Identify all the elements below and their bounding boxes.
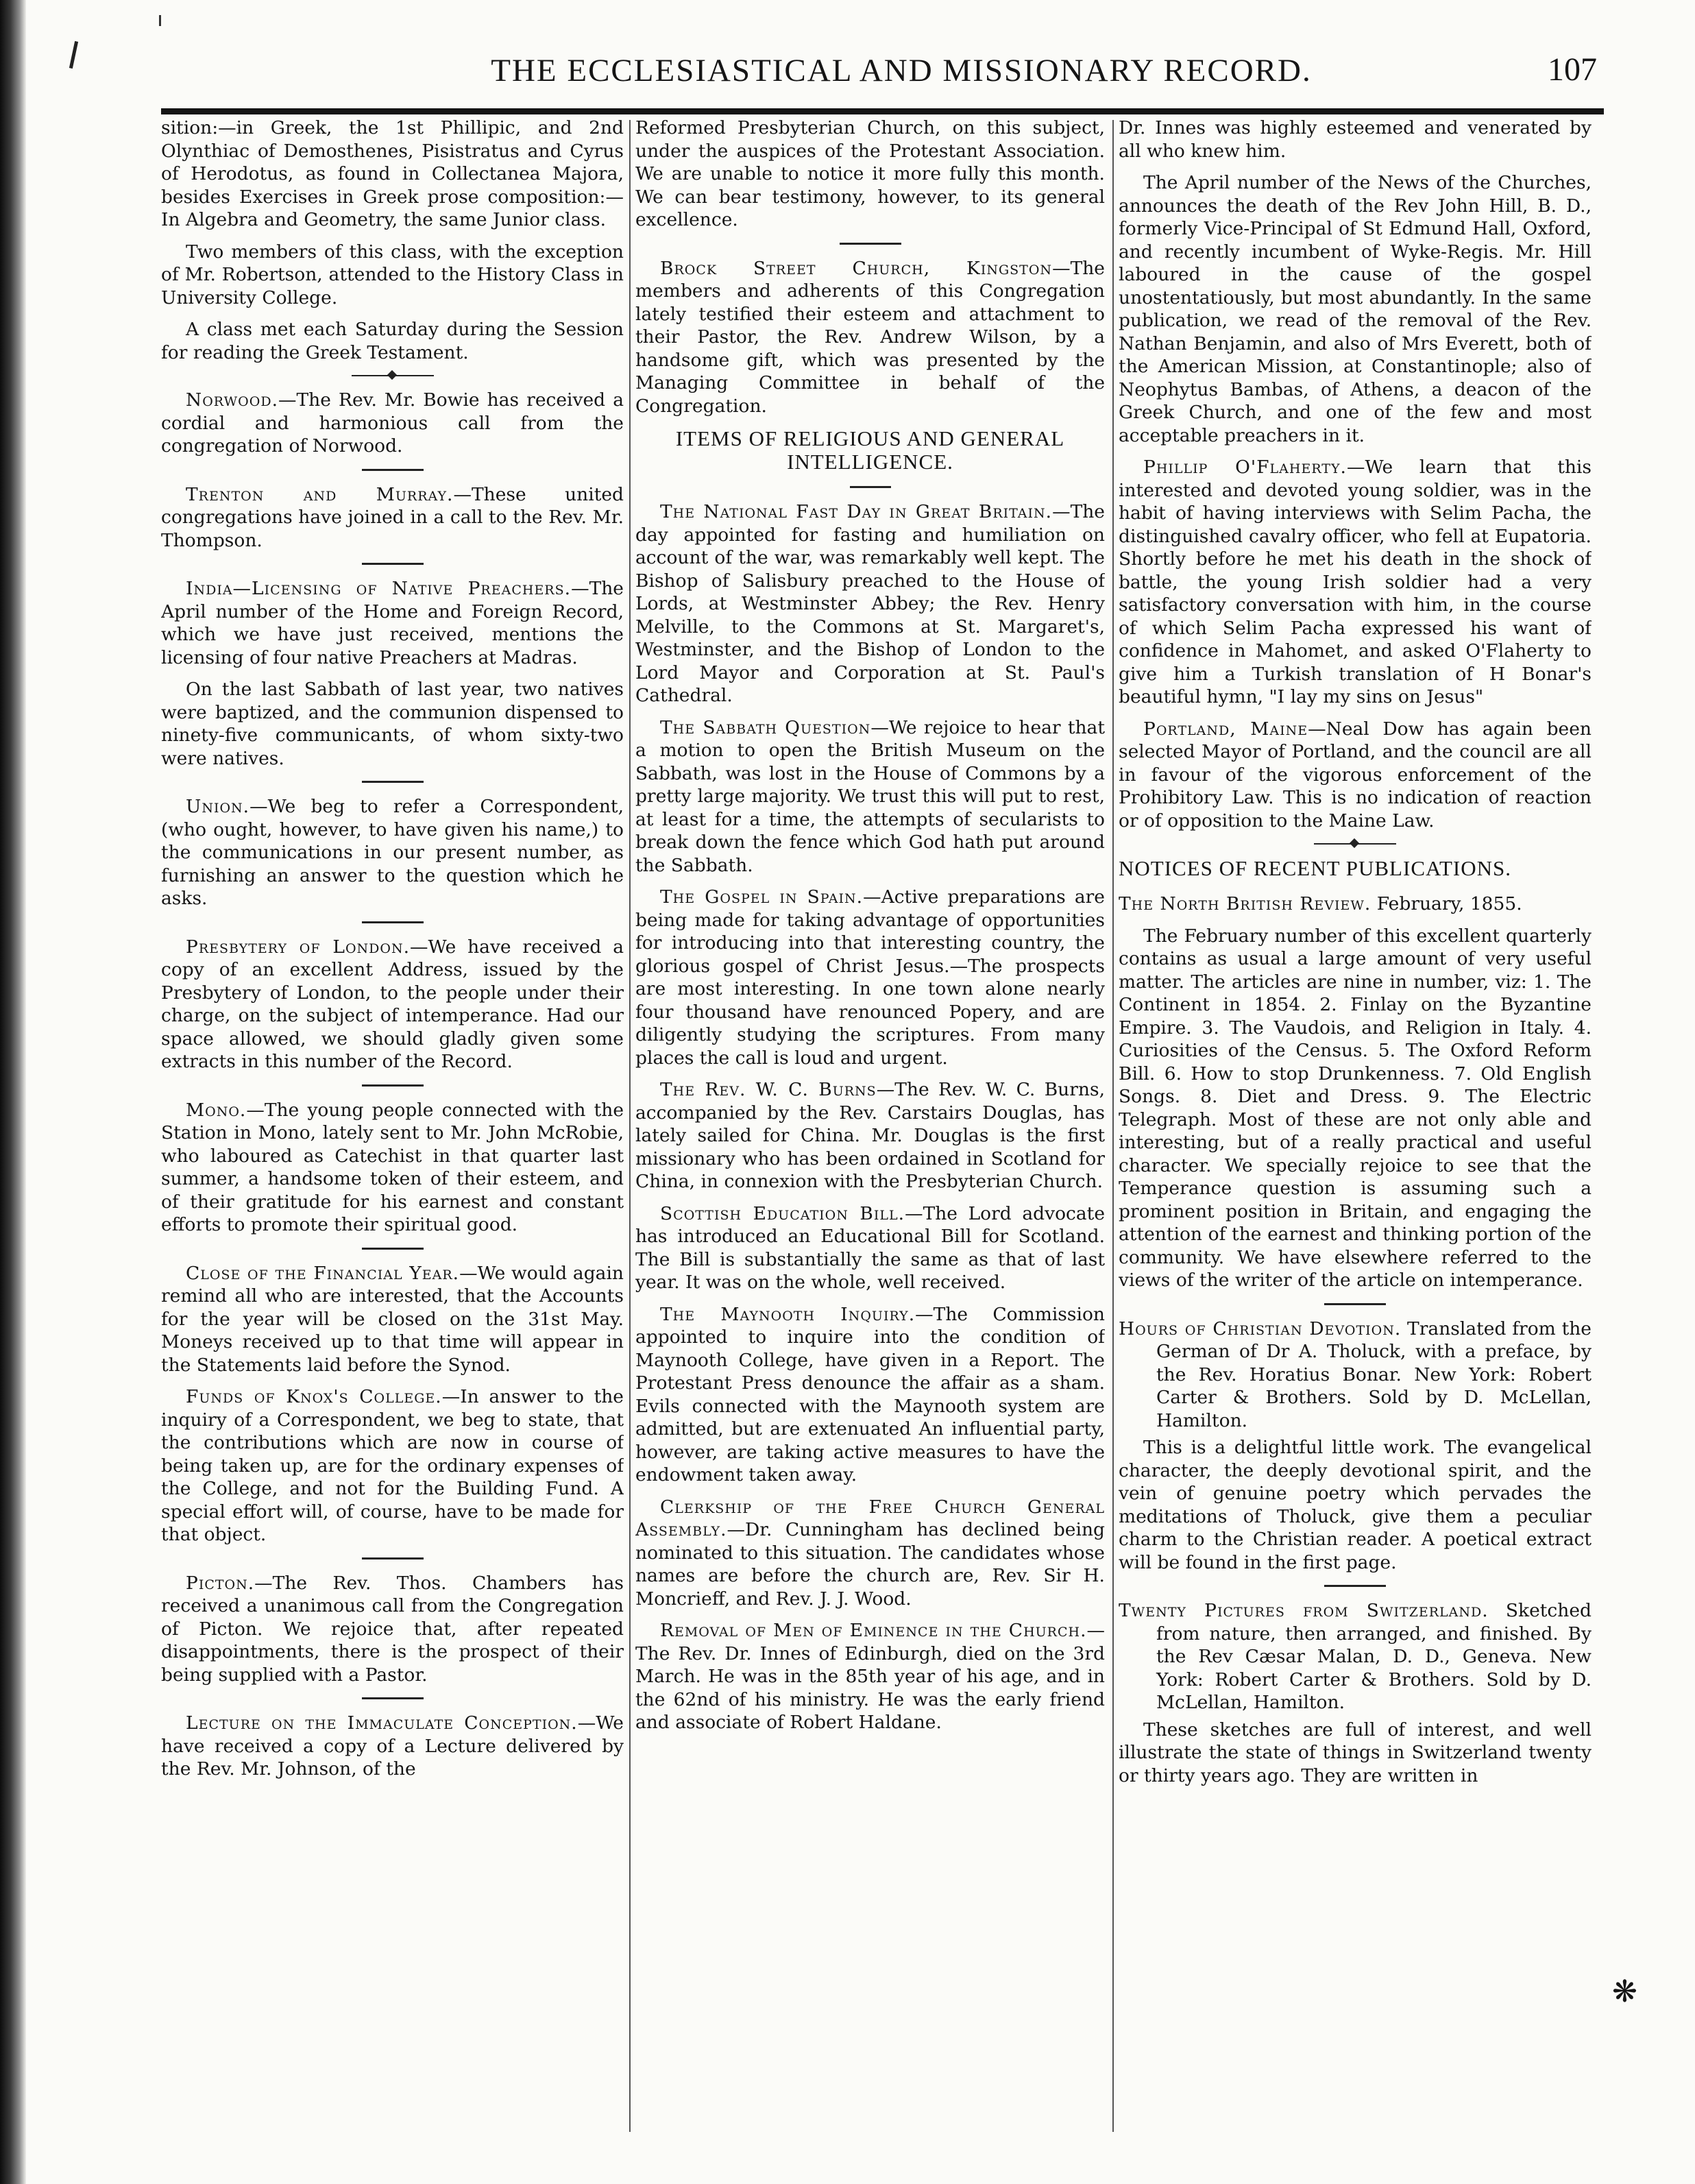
item-heading: The North British Review. [1119, 893, 1371, 914]
separator [362, 563, 424, 565]
running-title: THE ECCLESIASTICAL AND MISSIONARY RECORD. [491, 53, 1312, 88]
column-right [1119, 117, 1592, 2146]
item-heading: Hours of Christian Devotion. [1119, 1318, 1402, 1339]
item-body: —Neal Dow has again been selected Mayor of Portland, and the council are all in favour of the vigorous enforcement of the Prohibitory Law. This is no indication of reaction or of opposition to the Maine Law. [1119, 718, 1592, 832]
news-item-spain [635, 886, 1105, 1069]
item-body: —The Rev. W. C. Burns, accompanied by the Rev. Carstairs Douglas, has lately sailed for China. Mr. Douglas is the first missionary who has been ordained in Scotland for China, in connexion with the Presbyterian Church. [635, 1079, 1105, 1192]
item-heading: Brock Street Church, Kingston [660, 257, 1053, 279]
news-item-union [161, 795, 624, 910]
news-item-trenton [161, 483, 624, 553]
paragraph: Two members of this class, with the exception of Mr. Robertson, attended to the History Class in University College. [161, 241, 624, 308]
separator [1324, 1303, 1386, 1305]
column-left [161, 117, 624, 2146]
news-item-maynooth [635, 1303, 1105, 1487]
separator [1324, 1585, 1386, 1587]
item-heading: The Maynooth Inquiry. [660, 1303, 916, 1325]
news-item-removal [635, 1619, 1105, 1734]
news-item-presbytery [161, 936, 624, 1073]
news-item-portland [1119, 718, 1592, 833]
item-body: —The day appointed for fasting and humiliation on account of the war, was remarkably well kept. The Bishop of Salisbury preached to the House of Lords, at Westminster Abbey; the Rev. Henry Melville, to the Commons at St. Margaret's, Westminster, and the Bishop of London to the Lord Mayor and Corporation at St. Paul's Cathedral. [635, 501, 1105, 706]
news-item-clerkship [635, 1496, 1105, 1611]
news-item-india [161, 577, 624, 669]
scan-mark [159, 15, 161, 26]
page-number: 107 [1548, 51, 1597, 88]
item-heading: Portland, Maine [1143, 718, 1308, 740]
item-body: —The Commission appointed to inquire into the condition of Maynooth College, have given in a Report. The Protestant Press denounce the affair as a sham. Evils connected with the Maynooth system are admitted, but are extenuated An influential party, however, are taking active measures to have the endowment taken away. [635, 1303, 1105, 1485]
news-item-norwood [161, 389, 624, 458]
separator [352, 375, 434, 376]
item-body: —The Rev. Thos. Chambers has received a unanimous call from the Congregation of Picton. We rejoice that, after repeated disappointments, there is the prospect of their being supplied with a Pastor. [161, 1572, 624, 1686]
item-reference: Sketched from nature, then arranged, and finished. By the Rev Cæsar Malan, D. D., Geneva. New York: Robert Carter & Brothers. Sold by D. McLellan, Hamilton. [1156, 1600, 1592, 1713]
paragraph: The February number of this excellent quarterly contains as usual a large amount of very useful matter. The articles are nine in number, viz: 1. The Continent in 1854. 2. Finlay on the Byzantine Empire. 3. The Vaudois, and Religion in Italy. 4. Curiosities of the Census. 5. The Oxford Reform Bill. 6. How to stop Drunkenness. 7. Old English Songs. 8. Diet and Dress. 9. The Electric Telegraph. Most of these are not only able and interesting, but of a really practical and useful character. We specially rejoice to see that the Temperance question is assuming such a prominent position in Britain, and engaging the attention of the earnest and thinking portion of the community. We have elsewhere referred to the views of the writer of the article on intemperance. [1119, 925, 1592, 1291]
item-heading: Union. [186, 796, 250, 817]
item-heading: Trenton and Murray. [186, 483, 454, 505]
item-date: February, 1855. [1376, 893, 1522, 914]
item-heading: Removal of Men of Eminence in the Church. [660, 1620, 1087, 1641]
paragraph: These sketches are full of interest, and well illustrate the state of things in Switzerland twenty or thirty years ago. They are written in [1119, 1719, 1592, 1786]
item-body: —In answer to the inquiry of a Correspondent, we beg to state, that the contributions which are now in course of being taken up, are for the ordinary expenses of the College, and not for the Building Fund. A special effort will, of course, have to be made for that object. [161, 1386, 624, 1545]
item-body: —The April number of the Home and Foreign Record, which we have just received, mentions the licensing of four native Preachers at Madras. [161, 578, 624, 668]
paragraph: A class met each Saturday during the Session for reading the Greek Testament. [161, 319, 624, 363]
notice-twenty-pictures [1119, 1599, 1592, 1714]
item-heading: Clerkship of the Free Church General Assembly. [635, 1496, 1105, 1540]
item-heading: Close of the Financial Year. [186, 1262, 460, 1284]
header-rule [161, 108, 1604, 114]
news-item-burns [635, 1078, 1105, 1193]
notice-north-british-review [1119, 893, 1592, 916]
item-heading: The Gospel in Spain. [660, 886, 864, 908]
news-item-knox-college [161, 1385, 624, 1546]
news-item-financial-year [161, 1262, 624, 1377]
item-body: —We would again remind all who are interested, that the Accounts for the year will be closed on the 31st May. Moneys received up to that time will appear in the Statements laid before the Synod. [161, 1262, 624, 1376]
separator [362, 921, 424, 923]
item-body: —The young people connected with the Station in Mono, lately sent to Mr. John McRobie, who laboured as Catechist in that quarter last summer, a handsome token of their esteem, and of their gratitude for his earnest and constant efforts to promote their spiritual good. [161, 1099, 624, 1235]
item-heading: Phillip O'Flaherty. [1143, 457, 1347, 478]
news-item-sabbath [635, 716, 1105, 877]
column-middle [635, 117, 1105, 2146]
item-heading: Twenty Pictures from Switzerland. [1119, 1600, 1489, 1621]
separator [850, 486, 891, 488]
item-body: —The members and adherents of this Congregation lately testified their esteem and attachment to their Pastor, the Rev. Andrew Wilson, by a handsome gift, which was presented by the Managing Committee in behalf of the Congregation. [635, 257, 1105, 417]
item-body: —These united congregations have joined in a call to the Rev. Mr. Thompson. [161, 483, 624, 551]
item-heading: India—Licensing of Native Preachers. [186, 578, 572, 599]
item-reference: Translated from the German of Dr A. Tholuck, with a preface, by the Rev. Horatius Bonar. New York: Robert Carter & Brothers. Sold by D. McLellan, Hamilton. [1156, 1318, 1592, 1431]
item-body: —The Rev. Dr. Innes of Edinburgh, died on the 3rd March. He was in the 85th year of his age, and in the 62nd of his ministry. He was the early friend and associate of Robert Haldane. [635, 1620, 1105, 1733]
news-item-picton [161, 1572, 624, 1687]
separator [1314, 843, 1396, 845]
news-item-lecture [161, 1712, 624, 1781]
item-body: —We beg to refer a Correspondent, (who ought, however, to have given his name,) to the communications in our present number, as furnishing an answer to the question which he asks. [161, 796, 624, 909]
separator [362, 1084, 424, 1087]
news-item-oflaherty [1119, 456, 1592, 709]
marginal-mark: ❋ [1612, 1974, 1637, 2009]
item-heading: The National Fast Day in Great Britain. [660, 501, 1053, 522]
paragraph: This is a delightful little work. The evangelical character, the deeply devotional spirit, and the vein of genuine poetry which pervades the meditations of Tholuck, give them a peculiar charm to the Christian reader. A poetical extract will be found in the first page. [1119, 1437, 1592, 1573]
scan-binding-edge [0, 0, 26, 2184]
news-item-education-bill [635, 1202, 1105, 1294]
separator [362, 469, 424, 471]
paragraph: Reformed Presbyterian Church, on this subject, under the auspices of the Protestant Association. We are unable to notice it more fully this month. We can bear testimony, however, to its general excellence. [635, 117, 1105, 230]
news-item-mono [161, 1099, 624, 1237]
paragraph: On the last Sabbath of last year, two natives were baptized, and the communion dispensed to ninety-five communicants, of whom sixty-two were natives. [161, 679, 624, 769]
paragraph: Dr. Innes was highly esteemed and venerated by all who knew him. [1119, 117, 1592, 162]
item-heading: Norwood. [186, 389, 278, 411]
item-body: —The Lord advocate has introduced an Educational Bill for Scotland. The Bill is substantially the same as that of last year. It was on the whole, well received. [635, 1202, 1105, 1293]
paragraph: The April number of the News of the Churches, announces the death of the Rev John Hill, B. D., formerly Vice-Principal of St Edmund Hall, Oxford, and recently incumbent of Wyke-Regis. Mr. Hill laboured in the cause of the gospel unostentatiously, but most abundantly. In the same publication, we read of the removal of the Rev. Nathan Benjamin, and also of Mrs Everett, both of the American Mission, at Constantinople; also of Neophytus Bambas, of Athens, a deacon of the Greek Church, and one of the few and most acceptable preachers in it. [1119, 172, 1592, 446]
column-divider [629, 120, 631, 2132]
item-heading: Lecture on the Immaculate Conception. [186, 1712, 578, 1734]
item-body: —We have received a copy of a Lecture delivered by the Rev. Mr. Johnson, of the [161, 1712, 624, 1780]
item-body: —We have received a copy of an excellent Address, issued by the Presbytery of London, to the people under their charge, on the subject of intemperance. Had our space allowed, we should gladly given some extracts in this number of the Record. [161, 936, 624, 1072]
item-heading: The Sabbath Question [660, 716, 871, 738]
separator [840, 243, 901, 245]
section-title: NOTICES OF RECENT PUBLICATIONS. [1119, 856, 1511, 880]
paragraph: sition:—in Greek, the 1st Phillipic, and 2nd Olynthiac of Demosthenes, Pisistratus and Cyrus of Herodotus, as found in Collectanea Majora, besides Exercises in Greek prose composition:—In Algebra and Geometry, the same Junior class. [161, 117, 624, 230]
item-body: —Dr. Cunningham has declined being nominated to this situation. The candidates whose names are before the church are, Rev. Sir H. Moncrieff, and Rev. J. J. Wood. [635, 1519, 1105, 1610]
item-heading: Mono. [186, 1099, 247, 1121]
item-heading: Scottish Education Bill. [660, 1202, 905, 1224]
column-divider [1112, 120, 1114, 2132]
item-heading: Presbytery of London. [186, 936, 411, 958]
item-body: —The Rev. Mr. Bowie has received a cordial and harmonious call from the congregation of Norwood. [161, 389, 624, 457]
news-item-fast-day [635, 500, 1105, 707]
separator [362, 1557, 424, 1560]
notice-hours-of-devotion [1119, 1318, 1592, 1433]
separator [362, 1697, 424, 1699]
item-heading: Funds of Knox's College. [186, 1386, 442, 1407]
item-body: —We learn that this interested and devoted young soldier, was in the habit of having interviews with Selim Pacha, the distinguished cavalry officer, who fell at Eupatoria. Shortly before he met his death in the shock of battle, the young Irish soldier had a very satisfactory conversation with him, in the course of which Selim Pacha expressed his want of confidence in Mahomet, and asked O'Flaherty to give him a Turkish translation of H Bonar's beautiful hymn, "I lay my sins on Jesus" [1119, 457, 1592, 707]
separator [362, 1248, 424, 1250]
scan-mark [69, 41, 78, 69]
item-body: —We rejoice to hear that a motion to open the British Museum on the Sabbath, was lost in the House of Commons by a pretty large majority. We trust this will put to rest, at least for a time, the attempts of secularists to break down the fence which God hath put around the Sabbath. [635, 716, 1105, 876]
section-title: ITEMS OF RELIGIOUS AND GENERAL INTELLIGENCE. [675, 426, 1065, 474]
item-heading: Picton. [186, 1572, 255, 1594]
item-heading: The Rev. W. C. Burns [660, 1079, 877, 1100]
separator [362, 781, 424, 783]
news-item-brock-street [635, 257, 1105, 418]
item-body: —Active preparations are being made for taking advantage of opportunities for introducing into that interesting country, the glorious gospel of Christ Jesus.—The prospects are most interesting. In one town alone nearly four thousand have renounced Popery, and are diligently studying the scriptures. From many places the call is loud and urgent. [635, 886, 1105, 1069]
